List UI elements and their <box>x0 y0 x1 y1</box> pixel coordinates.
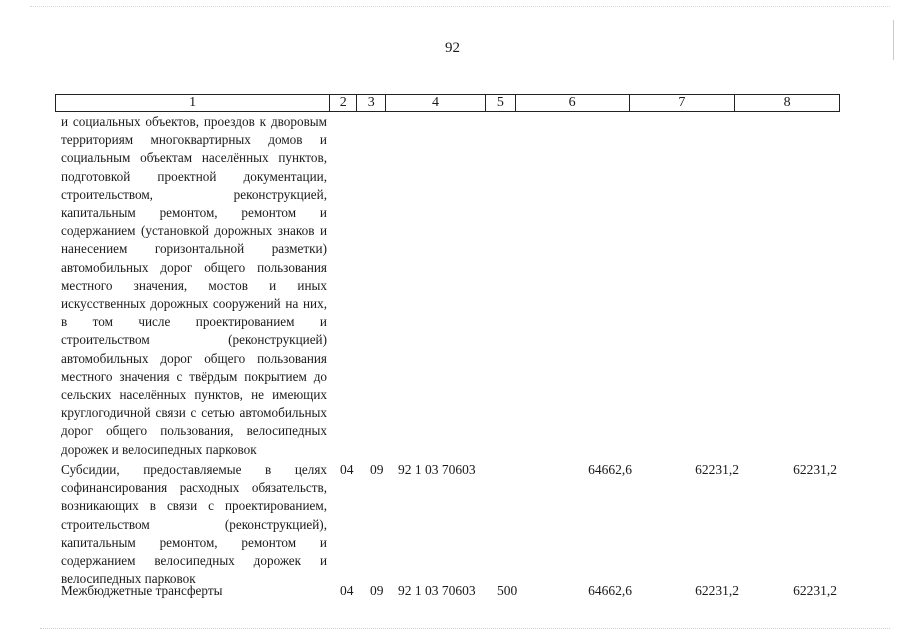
scan-artifact-bottom <box>40 628 890 630</box>
row-col-4: 92 1 03 70603 <box>398 583 476 598</box>
row-col-6: 64662,6 <box>588 462 632 477</box>
header-col-4: 4 <box>386 95 486 111</box>
continuation-text: и социальных объектов, проездов к дворовым территориям многоквартирных домов и социальным объектам населённых пунктов, подготовкой проектной документации, строительством, реконструкцией, капитальным ремонтом, ремонтом и содержанием (установкой дорожных знаков и нанесением горизонтальной разметки) автомобильных дорог общего пользования местного значения, мостов и иных искусственных дорожных сооружений на них, в том числе проектированием и строительством (реконструкцией) автомобильных дорог общего пользования местного значения с твёрдым покрытием до сельских населённых пунктов, не имеющих круглогодичной связи с сетью автомобильных дорог общего пользования, велосипедных дорожек и велосипедных парковок <box>61 114 327 457</box>
header-col-3: 3 <box>357 95 386 111</box>
table-header-row <box>55 94 840 112</box>
row-col-2: 04 <box>340 583 354 598</box>
header-col-7: 7 <box>630 95 736 111</box>
header-col-5: 5 <box>486 95 516 111</box>
row-col-2: 04 <box>340 462 354 477</box>
page-number: 92 <box>445 40 460 56</box>
row-col-6: 64662,6 <box>588 583 632 598</box>
row-col-7: 62231,2 <box>695 583 739 598</box>
row-col-7: 62231,2 <box>695 462 739 477</box>
row-col-3: 09 <box>370 583 384 598</box>
row-col-5: 500 <box>497 583 518 598</box>
header-col-1: 1 <box>56 95 330 111</box>
scan-artifact-top <box>30 6 890 8</box>
header-col-6: 6 <box>516 95 630 111</box>
row-col-3: 09 <box>370 462 384 477</box>
header-col-8: 8 <box>783 95 791 110</box>
row-col-8: 62231,2 <box>793 462 837 477</box>
row-name: Субсидии, предоставляемые в целях софинансирования расходных обязательств, возникающих в связи с проектированием, строительством (реконструкцией), капитальным ремонтом, ремонтом и содержанием велосипедных дорожек и велосипедных парковок <box>61 462 327 587</box>
row-col-4: 92 1 03 70603 <box>398 462 476 477</box>
row-col-8: 62231,2 <box>793 583 837 598</box>
row-name: Межбюджетные трансферты <box>61 583 223 598</box>
header-col-2: 2 <box>330 95 357 111</box>
